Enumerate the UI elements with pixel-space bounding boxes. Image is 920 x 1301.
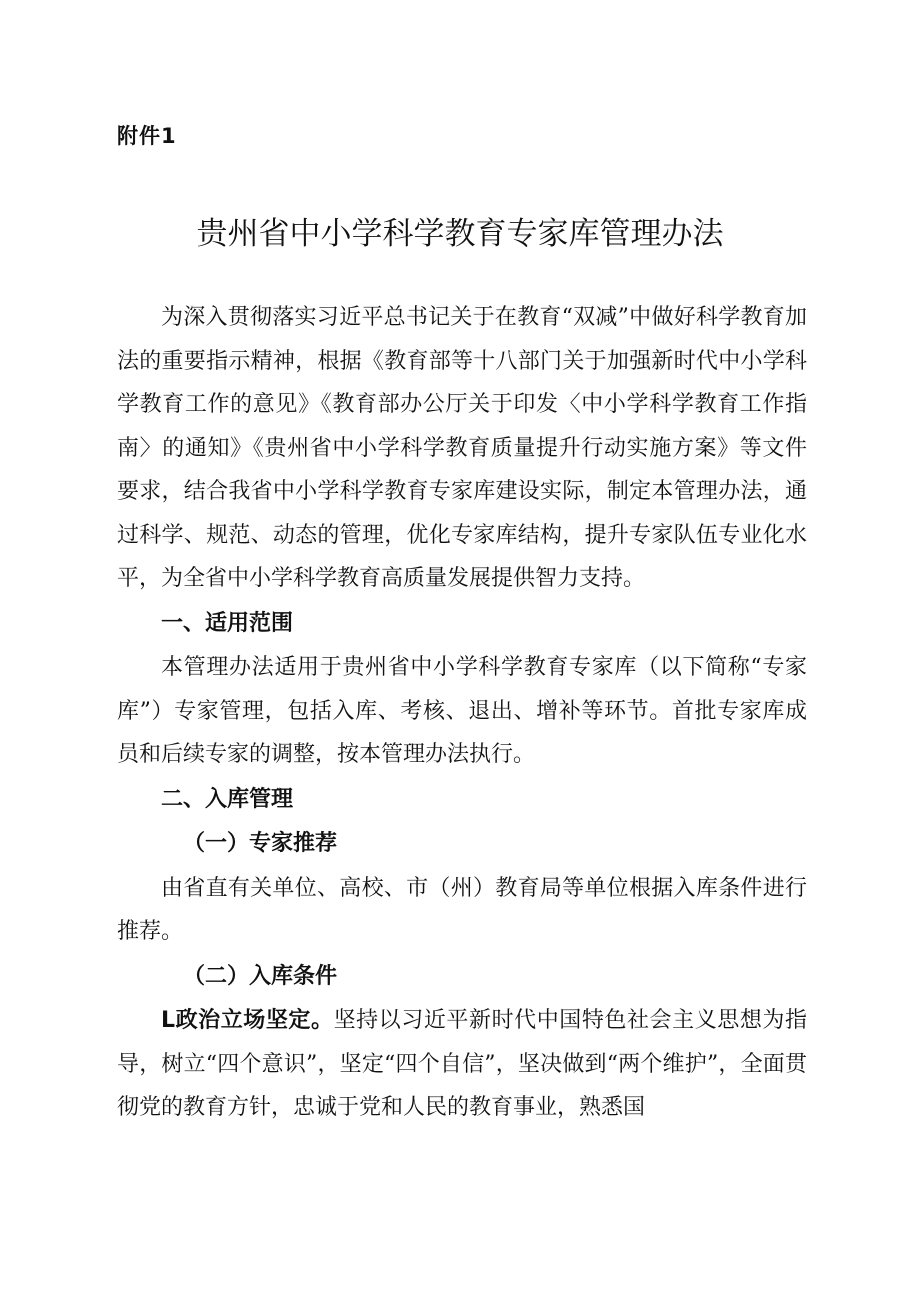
attachment-label: 附件1 (117, 124, 177, 148)
subsection1-heading: （一）专家推荐 (183, 831, 338, 856)
intro-paragraph: 为深入贯彻落实习近平总书记关于在教育“双减”中做好科学教育加法的重要指示精神，根据《教育部等十八部门关于加强新时代中小学科学教育工作的意见》《教育部办公厅关于印发〈中小学科学教育工作指南〉的通知》《贵州省中小学科学教育质量提升行动实施方案》等文件要求，结合我省中小学科学教育专家库建设实际，制定本管理办法，通过科学、规范、动态的管理，优化专家库结构，提升专家队伍专业化水平，为全省中小学科学教育高质量发展提供智力支持。 (117, 305, 807, 591)
section2-heading: 二、入库管理 (161, 786, 294, 812)
section1-heading: 一、适用范围 (161, 610, 294, 636)
section1-paragraph: 本管理办法适用于贵州省中小学科学教育专家库（以下简称“专家库”）专家管理，包括入库、考核、退出、增补等环节。首批专家库成员和后续专家的调整，按本管理办法执行。 (117, 655, 807, 767)
document-body (117, 296, 807, 1130)
condition-item-1 (117, 999, 807, 1130)
condition-item-1-text: 坚持以习近平新时代中国特色社会主义思想为指导，树立“四个意识”，坚定“四个自信”，坚决做到“两个维护”，全面贯彻党的教育方针，忠诚于党和人民的教育事业，熟悉国 (117, 1008, 807, 1120)
subsection1-paragraph: 由省直有关单位、高校、市（州）教育局等单位根据入库条件进行推荐。 (117, 875, 807, 944)
condition-item-1-lead: L政治立场坚定。 (161, 1008, 334, 1033)
subsection2-heading: （二）入库条件 (183, 963, 338, 989)
document-title: 贵州省中小学科学教育专家库管理办法 (196, 216, 724, 252)
